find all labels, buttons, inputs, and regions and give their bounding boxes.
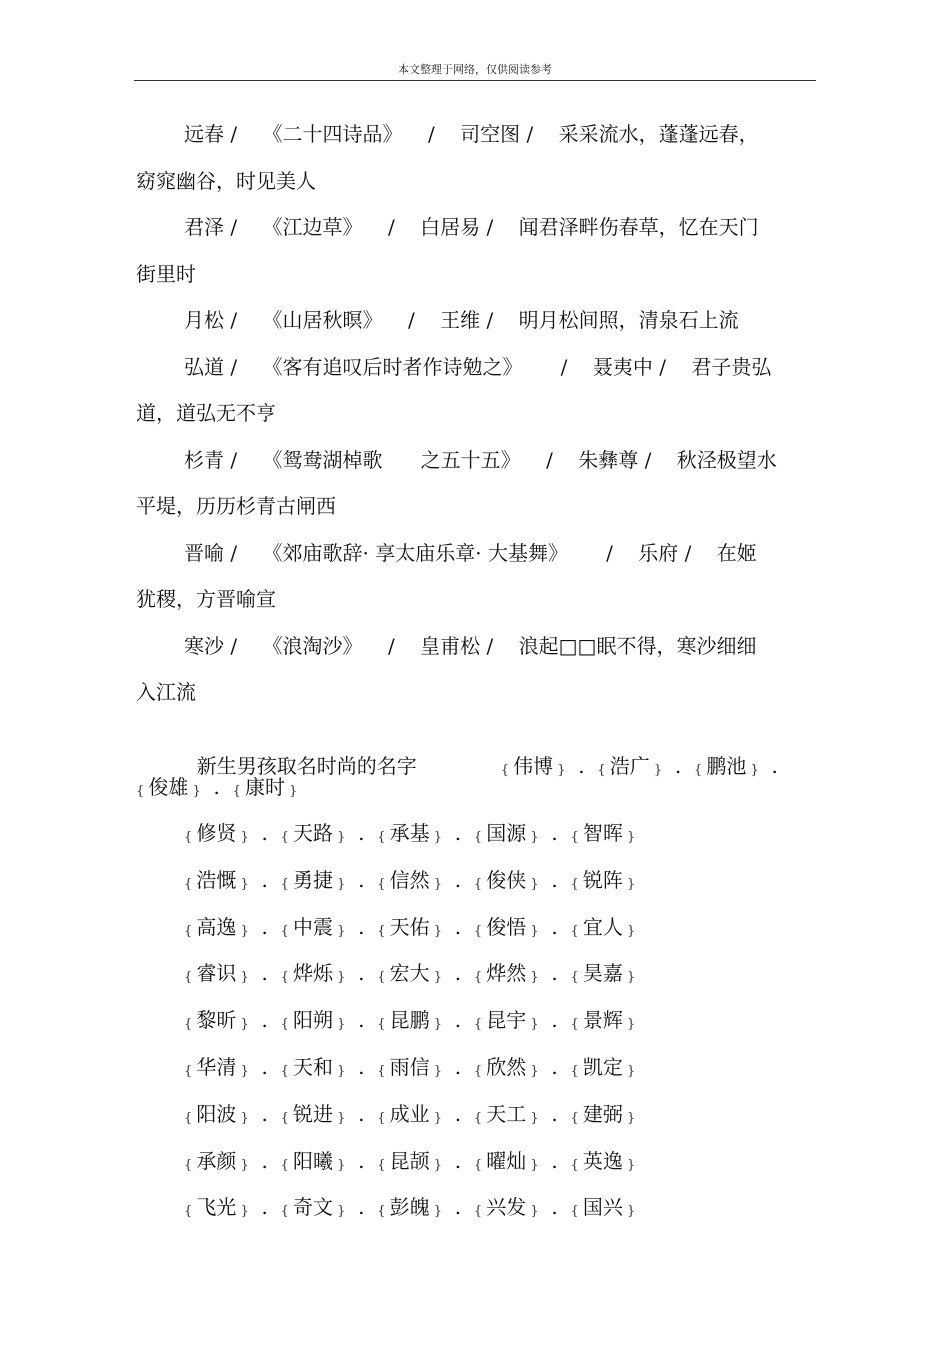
- brace-close: }: [236, 876, 249, 892]
- brace-open: {: [184, 970, 197, 986]
- poem-entry-line: 远春 / 《二十四诗品》 / 司空图 / 采采流水，蓬蓬远春，: [184, 122, 759, 146]
- brace-open: {: [597, 763, 610, 778]
- name-row: [184, 1194, 784, 1224]
- brace-open: {: [184, 1110, 197, 1126]
- poem-entry-continuation: 犹稷，方晋喻宣: [136, 587, 276, 611]
- brace-open: {: [377, 923, 390, 939]
- separator: .: [200, 775, 233, 799]
- poem-entry-continuation: 平堤，历历杉青古闸西: [136, 494, 336, 518]
- name-item: 烨然: [486, 961, 527, 986]
- brace-open: {: [377, 830, 390, 845]
- name-item: 勇捷: [293, 867, 334, 892]
- brace-close: }: [429, 1017, 443, 1033]
- brace-open: {: [377, 1017, 390, 1033]
- name-item: 天路: [293, 821, 334, 845]
- brace-open: {: [184, 1157, 197, 1173]
- name-item: 修贤: [196, 821, 237, 845]
- poem-entry-line: 弘道 / 《客有追叹后时者作诗勉之》 / 聂夷中 / 君子贵弘: [184, 354, 772, 379]
- name-item: 国兴: [582, 1195, 623, 1220]
- brace-close: }: [526, 1157, 539, 1173]
- brace-open: {: [693, 763, 707, 778]
- brace-close: }: [526, 1204, 539, 1220]
- brace-close: }: [526, 1110, 539, 1126]
- brace-close: }: [746, 763, 759, 778]
- brace-open: {: [473, 1204, 487, 1220]
- name-item: 阳波: [196, 1101, 237, 1126]
- separator: .: [538, 1008, 571, 1033]
- name-item: 阳曦: [293, 1148, 334, 1173]
- separator: .: [538, 914, 571, 939]
- brace-close: }: [236, 830, 249, 845]
- separator: .: [345, 961, 378, 986]
- separator: .: [442, 914, 474, 939]
- brace-open: {: [377, 876, 390, 892]
- brace-close: }: [333, 1064, 346, 1079]
- brace-open: {: [232, 784, 246, 799]
- poem-entry-continuation: 道，道弘无不亨: [136, 401, 276, 425]
- brace-close: }: [553, 763, 566, 778]
- brace-open: {: [570, 830, 583, 845]
- separator: .: [248, 1008, 281, 1033]
- name-item: 伟博: [513, 754, 554, 778]
- brace-open: {: [280, 1064, 294, 1079]
- name-item: 烨烁: [293, 961, 334, 986]
- separator: .: [565, 754, 598, 778]
- separator: .: [662, 754, 694, 778]
- separator: .: [442, 1055, 474, 1079]
- brace-open: {: [570, 923, 583, 939]
- brace-close: }: [429, 970, 443, 986]
- brace-open: {: [280, 923, 294, 939]
- brace-close: }: [236, 970, 249, 986]
- name-item: 景辉: [582, 1008, 623, 1033]
- brace-close: }: [526, 876, 539, 892]
- name-item: 彭魄: [389, 1195, 430, 1220]
- brace-close: }: [333, 970, 346, 986]
- brace-open: {: [184, 923, 197, 939]
- name-row: [184, 914, 784, 944]
- name-item: 凯定: [582, 1055, 623, 1079]
- brace-open: {: [377, 1110, 390, 1126]
- name-item: 奇文: [293, 1195, 334, 1220]
- name-item: 承颜: [196, 1148, 237, 1173]
- intro-lead: 新生男孩取名时尚的名字: [196, 754, 417, 778]
- brace-open: {: [184, 1064, 197, 1079]
- brace-close: }: [188, 784, 201, 799]
- brace-close: }: [429, 1157, 443, 1173]
- brace-open: {: [184, 1017, 197, 1033]
- separator: .: [248, 821, 281, 845]
- page-header: 本文整理于网络，仅供阅读参考: [398, 63, 552, 76]
- brace-open: {: [377, 1064, 390, 1079]
- separator: .: [538, 1148, 571, 1173]
- name-item: 浩慨: [196, 867, 237, 892]
- name-item: 雨信: [389, 1055, 430, 1079]
- separator: .: [248, 1148, 281, 1173]
- name-item: 中震: [293, 914, 334, 939]
- name-item: 兴发: [486, 1195, 527, 1220]
- separator: .: [442, 961, 474, 986]
- brace-open: {: [280, 1017, 294, 1033]
- brace-close: }: [236, 1157, 249, 1173]
- separator: .: [345, 867, 378, 892]
- brace-close: }: [622, 1204, 636, 1220]
- brace-close: }: [333, 923, 346, 939]
- separator: .: [538, 1101, 571, 1126]
- brace-open: {: [473, 970, 487, 986]
- brace-open: {: [570, 1110, 583, 1126]
- poem-entry-line: 晋喻 / 《郊庙歌辞· 享太庙乐章· 大基舞》 / 乐府 / 在姬: [184, 540, 757, 565]
- separator: .: [538, 1195, 571, 1220]
- separator: .: [345, 1195, 378, 1220]
- brace-close: }: [622, 970, 636, 986]
- separator: .: [538, 867, 571, 892]
- brace-open: {: [377, 970, 390, 986]
- brace-open: {: [473, 830, 487, 845]
- name-item: 俊悟: [486, 914, 527, 939]
- poem-entry-line: 寒沙 / 《浪淘沙》 / 皇甫松 / 浪起□□眠不得，寒沙细细: [184, 633, 757, 658]
- name-item: 智晖: [582, 821, 623, 845]
- brace-open: {: [280, 1204, 294, 1220]
- name-row: [184, 1101, 784, 1131]
- brace-close: }: [236, 1204, 249, 1220]
- brace-close: }: [649, 763, 663, 778]
- separator: .: [345, 1148, 378, 1173]
- separator: .: [248, 914, 281, 939]
- brace-close: }: [333, 830, 346, 845]
- name-item: 锐阵: [582, 867, 623, 892]
- brace-close: }: [236, 1064, 249, 1079]
- brace-open: {: [280, 1110, 294, 1126]
- name-item: 锐进: [293, 1101, 334, 1126]
- brace-close: }: [333, 1110, 346, 1126]
- brace-open: {: [184, 876, 197, 892]
- brace-close: }: [526, 1064, 539, 1079]
- brace-close: }: [333, 1204, 346, 1220]
- brace-open: {: [473, 876, 487, 892]
- poem-entry-continuation: 街里时: [136, 261, 196, 286]
- name-item: 飞光: [196, 1195, 237, 1220]
- brace-close: }: [622, 876, 636, 892]
- brace-close: }: [526, 830, 539, 845]
- separator: .: [538, 961, 571, 986]
- poem-entry-line: 杉青 / 《鸳鸯湖棹歌 之五十五》 / 朱彝尊 / 秋泾极望水: [184, 447, 777, 472]
- brace-close: }: [526, 970, 539, 986]
- brace-open: {: [473, 1017, 487, 1033]
- poem-entry-line: 君泽 / 《江边草》 / 白居易 / 闻君泽畔伤春草，忆在天门: [184, 215, 759, 239]
- name-item: 昆宇: [486, 1008, 527, 1033]
- brace-open: {: [184, 1204, 197, 1220]
- separator: .: [248, 1055, 281, 1079]
- brace-close: }: [236, 1110, 249, 1126]
- separator: .: [442, 867, 474, 892]
- separator: .: [248, 961, 281, 986]
- separator: .: [345, 821, 378, 845]
- name-item: 康时: [245, 775, 286, 799]
- brace-close: }: [622, 1064, 636, 1079]
- brace-open: {: [570, 1204, 583, 1220]
- header-rule: [134, 80, 816, 81]
- brace-close: }: [622, 1017, 636, 1033]
- brace-close: }: [622, 1110, 636, 1126]
- name-item: 曜灿: [486, 1148, 527, 1173]
- separator: .: [538, 1055, 571, 1079]
- separator: .: [442, 1008, 474, 1033]
- poem-entry-continuation: 入江流: [136, 680, 196, 704]
- name-item: 昆颉: [389, 1148, 430, 1173]
- separator: .: [758, 754, 791, 778]
- brace-close: }: [526, 1017, 539, 1033]
- separator: .: [442, 1148, 474, 1173]
- name-item: 承基: [389, 821, 430, 845]
- name-item: 黎昕: [196, 1008, 237, 1033]
- brace-close: }: [429, 876, 443, 892]
- brace-open: {: [280, 1157, 294, 1173]
- name-item: 建弼: [582, 1101, 623, 1126]
- brace-open: {: [280, 876, 294, 892]
- brace-close: }: [333, 1157, 346, 1173]
- name-row: [184, 820, 784, 850]
- separator: .: [345, 1008, 378, 1033]
- intro-names-continued: [136, 774, 826, 804]
- poem-entry-line: 月松 / 《山居秋暝》 / 王维 / 明月松间照，清泉石上流: [184, 308, 739, 332]
- brace-open: {: [473, 1157, 487, 1173]
- brace-open: {: [280, 830, 294, 845]
- name-item: 浩广: [609, 754, 650, 778]
- brace-close: }: [429, 1204, 443, 1220]
- name-item: 阳朔: [293, 1008, 334, 1033]
- separator: .: [345, 1055, 378, 1079]
- name-item: 成业: [389, 1101, 430, 1126]
- brace-close: }: [429, 1064, 443, 1079]
- name-item: 信然: [389, 867, 430, 892]
- brace-close: }: [333, 1017, 346, 1033]
- brace-open: {: [473, 923, 487, 939]
- brace-open: {: [570, 1017, 583, 1033]
- brace-close: }: [622, 830, 636, 845]
- name-row: [184, 1148, 784, 1178]
- name-row: [184, 1007, 784, 1037]
- separator: .: [248, 1101, 281, 1126]
- brace-open: {: [570, 876, 583, 892]
- separator: .: [442, 821, 474, 845]
- name-item: 宏大: [389, 961, 430, 986]
- name-item: 国源: [486, 821, 527, 845]
- brace-close: }: [429, 830, 443, 845]
- name-item: 睿识: [196, 961, 237, 986]
- brace-open: {: [377, 1204, 390, 1220]
- name-item: 昆鹏: [389, 1008, 430, 1033]
- name-item: 英逸: [582, 1148, 623, 1173]
- name-item: 高逸: [196, 914, 237, 939]
- separator: .: [345, 914, 378, 939]
- name-item: 天和: [293, 1055, 334, 1079]
- brace-close: }: [285, 784, 298, 799]
- separator: .: [442, 1195, 474, 1220]
- brace-close: }: [429, 923, 443, 939]
- brace-open: {: [184, 830, 197, 845]
- name-item: 欣然: [486, 1055, 527, 1079]
- name-row: [184, 1054, 784, 1084]
- brace-open: {: [377, 1157, 390, 1173]
- separator: .: [248, 1195, 281, 1220]
- brace-close: }: [429, 1110, 443, 1126]
- brace-open: {: [570, 970, 583, 986]
- brace-close: }: [526, 923, 539, 939]
- brace-open: {: [570, 1064, 583, 1079]
- name-item: 昊嘉: [582, 961, 623, 986]
- separator: .: [345, 1101, 378, 1126]
- name-item: 天佑: [389, 914, 430, 939]
- brace-open: {: [136, 784, 149, 799]
- brace-open: {: [473, 1064, 487, 1079]
- name-row: [184, 867, 784, 897]
- poem-entry-continuation: 窈窕幽谷，时见美人: [136, 168, 316, 193]
- brace-open: {: [280, 970, 294, 986]
- brace-open: {: [500, 763, 514, 778]
- brace-close: }: [333, 876, 346, 892]
- brace-close: }: [622, 923, 636, 939]
- brace-close: }: [622, 1157, 636, 1173]
- name-row: [184, 960, 784, 990]
- name-item: 宜人: [582, 914, 623, 939]
- name-item: 华清: [196, 1055, 237, 1079]
- separator: .: [442, 1101, 474, 1126]
- name-item: 鹏池: [706, 754, 747, 778]
- name-item: 天工: [486, 1101, 527, 1126]
- brace-open: {: [473, 1110, 487, 1126]
- brace-open: {: [570, 1157, 583, 1173]
- brace-close: }: [236, 923, 249, 939]
- name-item: 俊侠: [486, 867, 527, 892]
- separator: .: [538, 821, 571, 845]
- brace-close: }: [236, 1017, 249, 1033]
- separator: .: [248, 867, 281, 892]
- name-item: 俊雄: [148, 775, 189, 799]
